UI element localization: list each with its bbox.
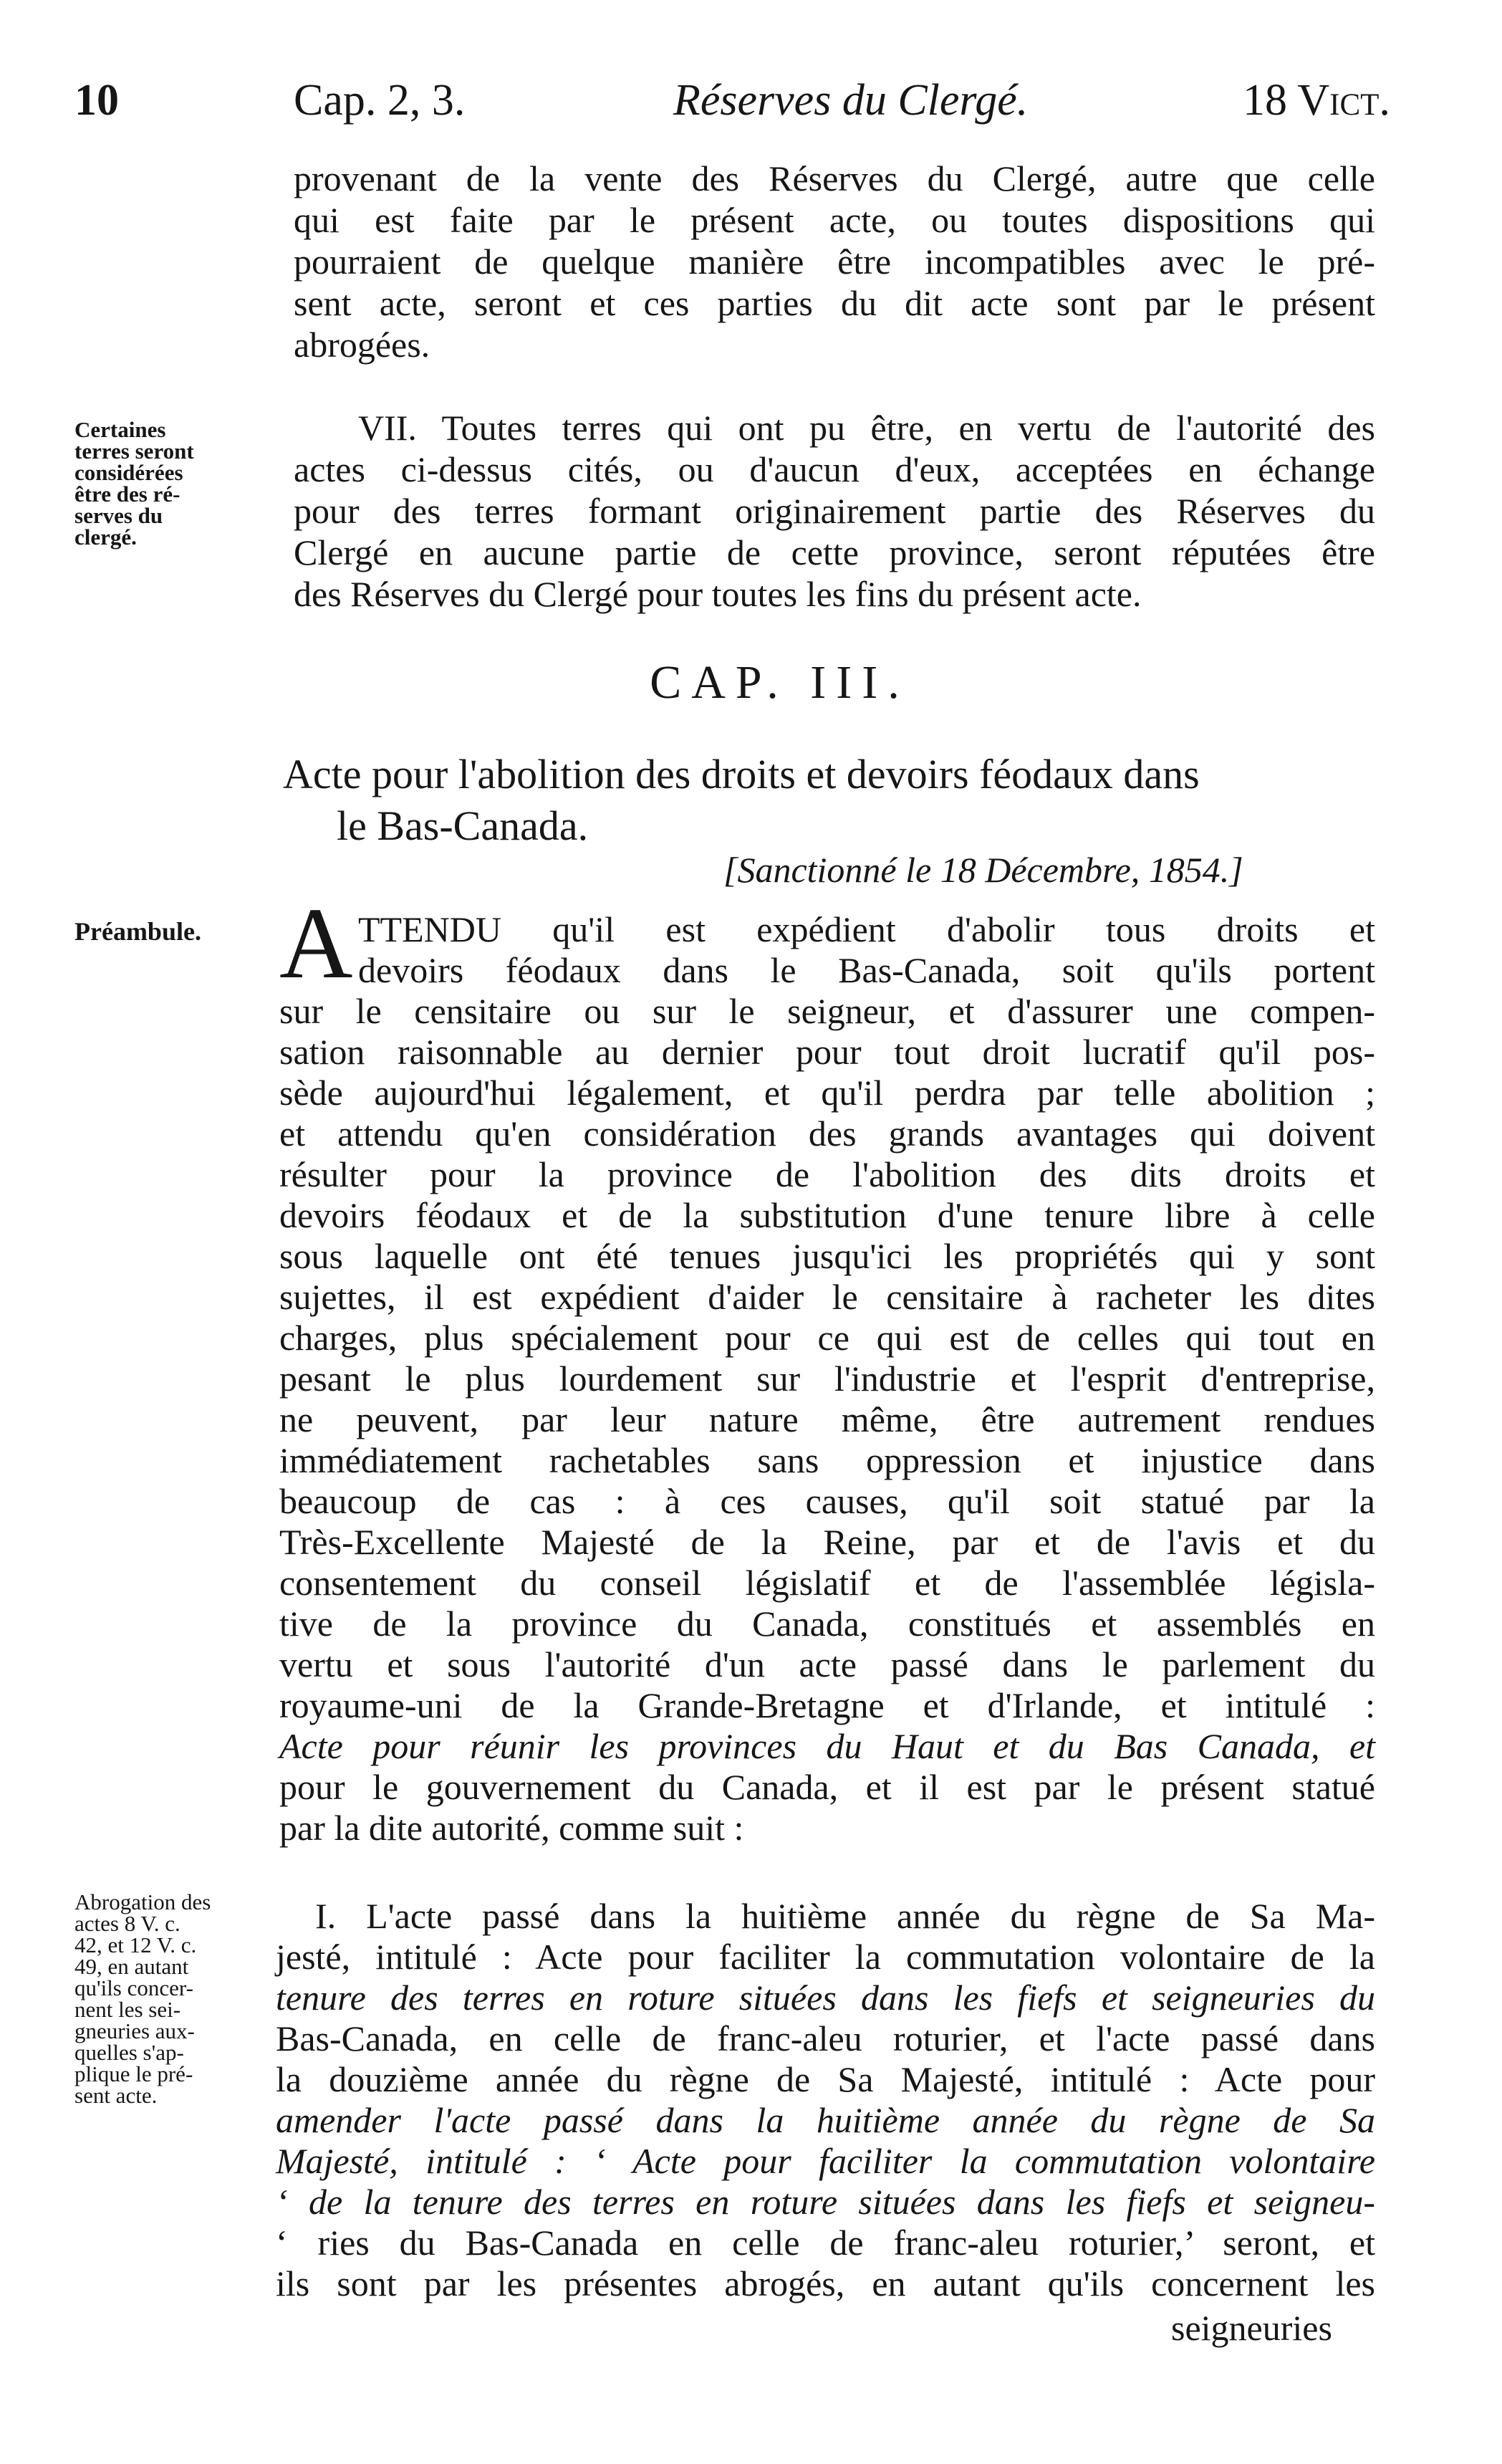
text-line: la douzième année du règne de Sa Majesté, intitulé : Acte pour: [276, 2059, 1375, 2099]
text-line: VII. Toutes terres qui ont pu être, en vertu de l'autorité des: [358, 408, 1375, 448]
running-title: Réserves du Clergé.: [673, 76, 1029, 125]
text-line: tenure des terres en roture situées dans les fiefs et seigneuries du: [276, 1978, 1375, 2018]
margin-note-line: gneuries aux-: [74, 2018, 195, 2043]
text-line: TTENDU qu'il est expédient d'abolir tous droits et: [358, 909, 1375, 949]
margin-note-line: être des ré-: [74, 481, 180, 507]
text-line: devoirs féodaux dans le Bas-Canada, soit qu'ils portent: [358, 950, 1375, 990]
drop-cap: A: [279, 886, 353, 999]
text-line: immédiatement rachetables sans oppression et injustice dans: [279, 1440, 1375, 1480]
text-line: sent acte, seront et ces parties du dit acte sont par le présent: [294, 283, 1375, 323]
text-line: ‘ ries du Bas-Canada en celle de franc-aleu roturier,’ seront, et: [276, 2223, 1375, 2263]
text-line: Clergé en aucune partie de cette province, seront réputées être: [294, 532, 1375, 572]
margin-note-line: clergé.: [74, 524, 137, 550]
text-line: résulter pour la province de l'abolition des dits droits et: [279, 1154, 1375, 1194]
text-line: beaucoup de cas : à ces causes, qu'il soit statué par la: [279, 1481, 1375, 1521]
text-line: pour des terres formant originairement partie des Réserves du: [294, 491, 1375, 531]
margin-note-line: considérées: [74, 460, 183, 485]
margin-note-line: 42, et 12 V. c.: [74, 1932, 197, 1957]
act-title-line: Acte pour l'abolition des droits et devoirs féodaux dans: [283, 751, 1200, 797]
margin-note-line: Abrogation des: [74, 1889, 211, 1914]
catchword: seigneuries: [1171, 2308, 1332, 2348]
act-title-line: le Bas-Canada.: [337, 802, 589, 849]
text-line: charges, plus spécialement pour ce qui est de celles qui tout en: [279, 1318, 1375, 1358]
page-number: 10: [74, 76, 119, 125]
text-line: des Réserves du Clergé pour toutes les fins du présent acte.: [294, 574, 1142, 614]
text-line: par la dite autorité, comme suit :: [279, 1808, 744, 1848]
text-line: provenant de la vente des Réserves du Clergé, autre que celle: [294, 158, 1375, 198]
text-line: amender l'acte passé dans la huitième année du règne de Sa: [276, 2100, 1375, 2140]
margin-note-line: nent les sei-: [74, 1997, 181, 2022]
text-line: tive de la province du Canada, constitués et assemblés en: [279, 1603, 1375, 1644]
text-line: Majesté, intitulé : ‘ Acte pour faciliter la commutation volontaire: [276, 2141, 1375, 2181]
chapter-heading: CAP. III.: [650, 656, 910, 709]
margin-note-section-vii: [74, 419, 194, 548]
text-line: Bas-Canada, en celle de franc-aleu roturier, et l'acte passé dans: [276, 2018, 1375, 2058]
text-line: sujettes, il est expédient d'aider le censitaire à racheter les dites: [279, 1277, 1375, 1317]
text-line: ils sont par les présentes abrogés, en autant qu'ils concernent les: [276, 2263, 1375, 2304]
margin-note-line: plique le pré-: [74, 2061, 193, 2086]
margin-note-line: actes 8 V. c.: [74, 1911, 180, 1936]
text-line: consentement du conseil législatif et de l'assemblée législa-: [279, 1563, 1375, 1603]
margin-note-line: qu'ils concer-: [74, 1975, 193, 2000]
text-line: ‘ de la tenure des terres en roture situées dans les fiefs et seigneu-: [276, 2182, 1375, 2222]
text-line: devoirs féodaux et de la substitution d'une tenure libre à celle: [279, 1195, 1375, 1235]
margin-note-line: terres seront: [74, 438, 194, 464]
text-line: royaume-uni de la Grande-Bretagne et d'Irlande, et intitulé :: [279, 1685, 1375, 1725]
text-line: qui est faite par le présent acte, ou toutes dispositions qui: [294, 200, 1375, 240]
text-line: I. L'acte passé dans la huitième année du règne de Sa Ma-: [315, 1896, 1375, 1936]
margin-note-line: sent acte.: [74, 2083, 158, 2108]
text-line: actes ci-dessus cités, ou d'aucun d'eux, acceptées en échange: [294, 449, 1375, 489]
margin-note-line: Certaines: [74, 417, 166, 442]
text-line: ne peuvent, par leur nature même, être autrement rendues: [279, 1399, 1375, 1439]
margin-note-line: quelles s'ap-: [74, 2040, 184, 2065]
text-line: abrogées.: [294, 325, 430, 365]
text-line: sation raisonnable au dernier pour tout droit lucratif qu'il pos-: [279, 1032, 1375, 1072]
margin-note-line: 49, en autant: [74, 1954, 189, 1979]
margin-note-preamble: Préambule.: [74, 917, 201, 946]
margin-note-section-i: [74, 1889, 211, 2108]
text-line: sous laquelle ont été tenues jusqu'ici les propriétés qui y sont: [279, 1236, 1375, 1276]
text-line: jesté, intitulé : Acte pour faciliter la commutation volontaire de la: [276, 1937, 1375, 1977]
chapter-reference: Cap. 2, 3.: [294, 76, 466, 125]
sanction-date: [Sanctionné le 18 Décembre, 1854.]: [723, 850, 1243, 890]
text-line: pesant le plus lourdement sur l'industrie et l'esprit d'entreprise,: [279, 1358, 1375, 1399]
text-line: pourraient de quelque manière être incompatibles avec le pré-: [294, 241, 1375, 282]
regnal-year: 18 Vict.: [1243, 76, 1390, 125]
text-line: et attendu qu'en considération des grands avantages qui doivent: [279, 1113, 1375, 1154]
text-line: Très-Excellente Majesté de la Reine, par et de l'avis et du: [279, 1522, 1375, 1562]
text-line: sur le censitaire ou sur le seigneur, et d'assurer une compen-: [279, 991, 1375, 1031]
text-line: vertu et sous l'autorité d'un acte passé dans le parlement du: [279, 1644, 1375, 1684]
text-line: pour le gouvernement du Canada, et il est par le présent statué: [279, 1767, 1375, 1807]
text-line: sède aujourd'hui légalement, et qu'il perdra par telle abolition ;: [279, 1073, 1375, 1113]
text-line: Acte pour réunir les provinces du Haut et du Bas Canada, et: [279, 1726, 1375, 1766]
margin-note-line: serves du: [74, 503, 163, 528]
